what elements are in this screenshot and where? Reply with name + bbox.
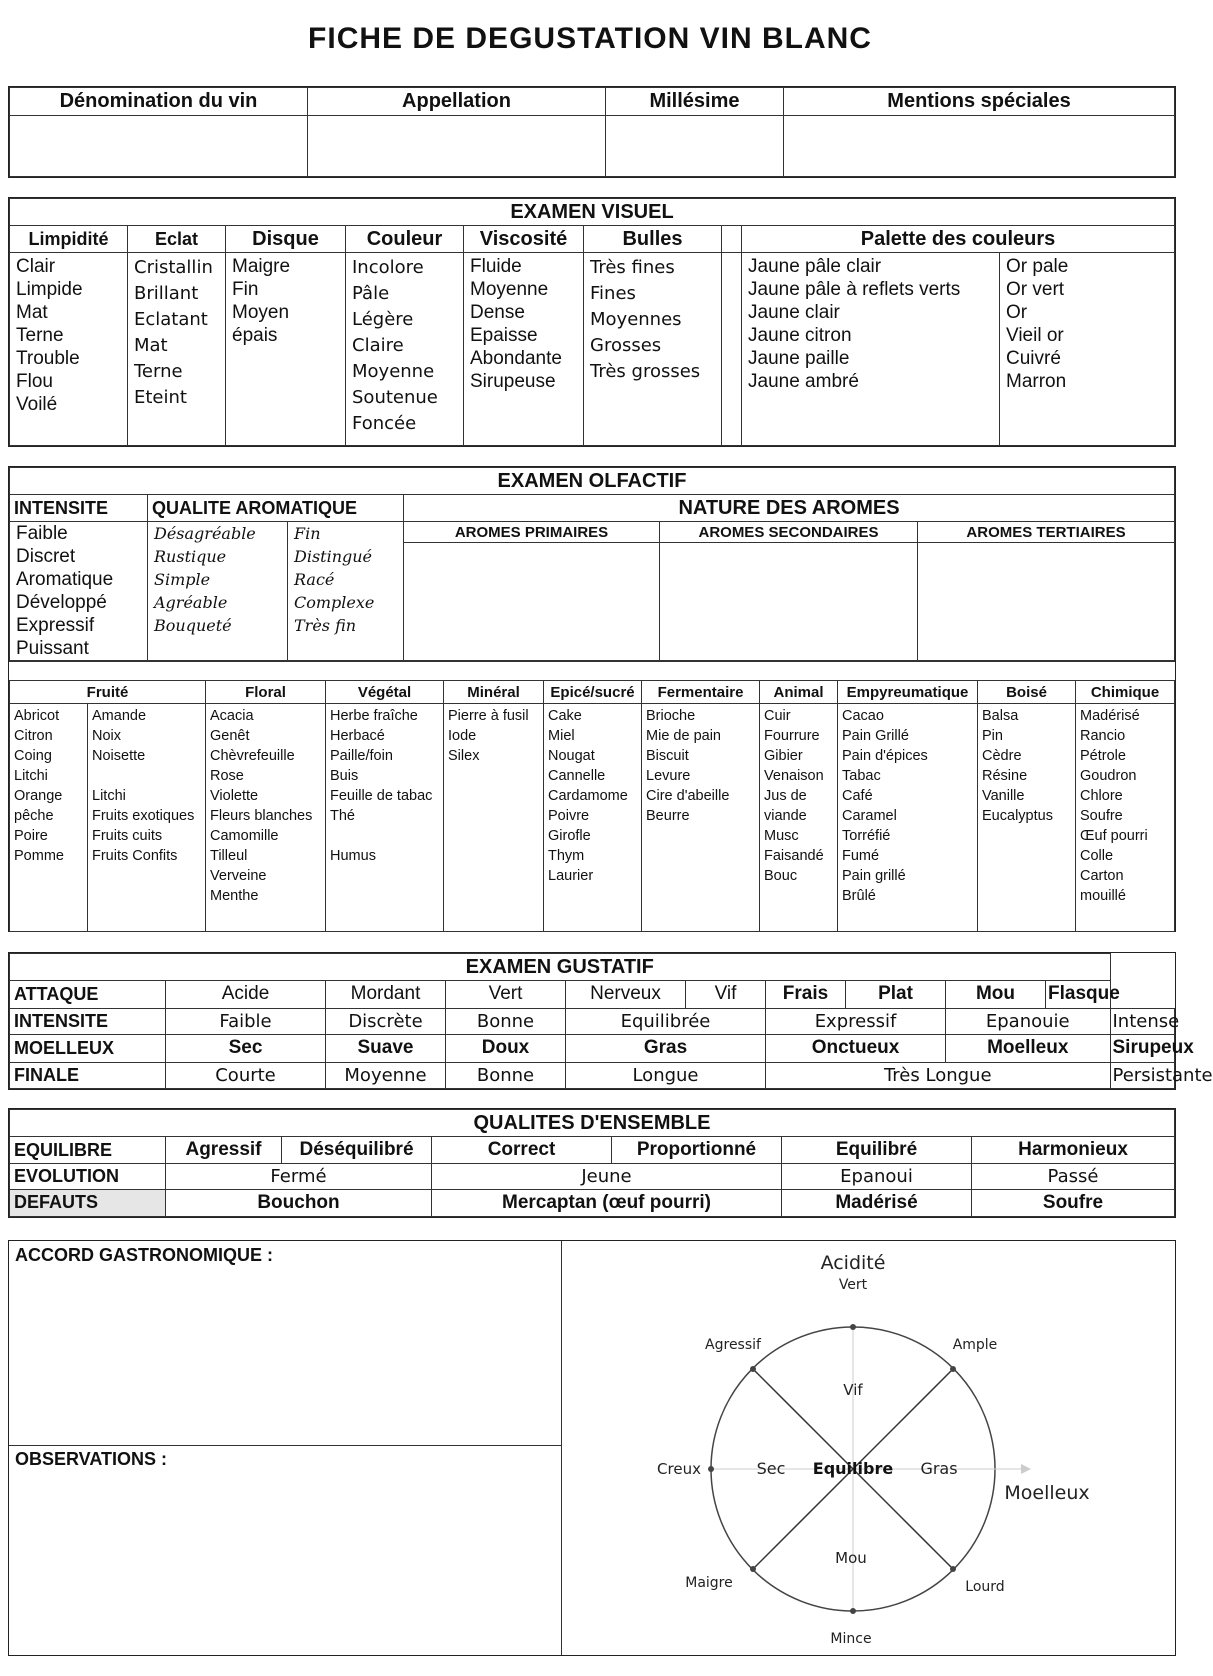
list-item[interactable]: Or <box>1006 302 1028 323</box>
list-item[interactable]: Agréable <box>154 593 228 612</box>
option-cell[interactable]: Vert <box>446 981 566 1009</box>
list-item[interactable]: Noix <box>92 728 122 744</box>
label-sec: Sec <box>756 1459 786 1478</box>
list-item[interactable]: Aromatique <box>16 569 114 590</box>
option-cell[interactable]: Proportionné <box>612 1137 782 1164</box>
label-equilibre: Equilibre <box>812 1459 894 1478</box>
list-item[interactable]: Silex <box>448 748 480 764</box>
list-item[interactable]: Faisandé <box>764 848 824 864</box>
list-item[interactable]: Terne <box>134 361 183 382</box>
list-item[interactable]: pêche <box>14 808 54 824</box>
list-item[interactable]: Puissant <box>16 638 89 659</box>
axis-acidite-label: Acidité <box>820 1252 886 1274</box>
list-item[interactable]: Tilleul <box>210 848 248 864</box>
list-item[interactable]: Soutenue <box>352 387 438 408</box>
list-item[interactable]: Fruits Confits <box>92 848 178 864</box>
qualite-list-1 <box>148 522 288 661</box>
epice-list <box>544 704 642 932</box>
visual-exam-section <box>8 197 1176 447</box>
option-cell[interactable]: Agressif <box>166 1137 282 1164</box>
bulles-header: Bulles <box>584 226 722 253</box>
palette-list-2 <box>1000 253 1175 446</box>
list-item[interactable]: Claire <box>352 335 404 356</box>
balance-wheel <box>561 1241 1173 1655</box>
accord-label: ACCORD GASTRONOMIQUE : <box>15 1245 273 1265</box>
point-tr <box>950 1366 956 1372</box>
list-item[interactable]: Brûlé <box>842 888 876 904</box>
option-cell[interactable]: Doux <box>446 1034 566 1062</box>
fruite-list-1 <box>10 704 88 932</box>
option-cell[interactable]: Mercaptan (œuf pourri) <box>432 1189 782 1216</box>
label-agressif: Agressif <box>705 1337 761 1353</box>
option-cell[interactable]: Fermé <box>166 1164 432 1190</box>
option-cell[interactable]: Faible <box>166 1008 326 1034</box>
list-item[interactable]: Sirupeuse <box>470 371 556 392</box>
list-item[interactable]: Très fines <box>590 257 675 278</box>
option-cell[interactable]: Bouchon <box>166 1189 432 1216</box>
list-item[interactable]: Litchi <box>92 788 126 804</box>
label-ample: Ample <box>952 1337 998 1353</box>
mentions-field[interactable] <box>784 116 1175 177</box>
option-cell[interactable]: Bonne <box>446 1062 566 1088</box>
list-item[interactable]: Marron <box>1006 371 1067 392</box>
list-item[interactable]: Moyennes <box>590 309 682 330</box>
list-item[interactable]: Complexe <box>294 593 375 612</box>
list-item[interactable]: Chèvrefeuille <box>210 748 295 764</box>
list-item[interactable]: Pâle <box>352 283 390 304</box>
list-item[interactable]: Eclatant <box>134 309 208 330</box>
list-item[interactable]: Cuivré <box>1006 348 1061 369</box>
viscosite-header: Viscosité <box>464 226 584 253</box>
bulles-list <box>584 253 722 446</box>
list-item[interactable]: Fin <box>294 524 321 543</box>
taste-exam-title: EXAMEN GUSTATIF <box>10 954 1111 981</box>
list-item[interactable]: Faible <box>16 523 68 544</box>
family-floral-header: Floral <box>206 681 326 704</box>
list-item[interactable]: Orange <box>14 788 63 804</box>
list-item[interactable]: Torréfié <box>842 828 891 844</box>
list-item[interactable]: Terne <box>16 325 64 346</box>
fruite-list-2 <box>88 704 206 932</box>
label-vif: Vif <box>843 1381 863 1399</box>
list-item[interactable]: Fluide <box>470 256 522 277</box>
list-item[interactable]: Pain grillé <box>842 868 906 884</box>
option-cell[interactable]: Déséquilibré <box>282 1137 432 1164</box>
option-cell[interactable]: Sec <box>166 1034 326 1062</box>
header-denomination: Dénomination du vin <box>10 88 308 116</box>
accord-field[interactable] <box>9 1241 561 1446</box>
list-item[interactable]: Miel <box>548 728 575 744</box>
finale-label: FINALE <box>10 1062 166 1088</box>
list-item[interactable]: Chlore <box>1080 788 1123 804</box>
list-item[interactable]: Pierre à fusil <box>448 708 529 724</box>
animal-list <box>760 704 838 932</box>
list-item[interactable]: Herbacé <box>330 728 385 744</box>
option-cell[interactable]: Madérisé <box>782 1189 972 1216</box>
family-empyreumatique-header: Empyreumatique <box>838 681 978 704</box>
list-item[interactable]: Cuir <box>764 708 791 724</box>
list-item[interactable]: Beurre <box>646 808 690 824</box>
option-cell[interactable]: Expressif <box>766 1008 946 1034</box>
label-gras: Gras <box>920 1459 958 1478</box>
list-item[interactable]: Moyen <box>232 302 290 323</box>
list-item[interactable]: Maigre <box>232 256 291 277</box>
list-item[interactable]: Racé <box>294 570 335 589</box>
point-tl <box>750 1366 756 1372</box>
aromes-tertiaires-header: AROMES TERTIAIRES <box>918 522 1175 543</box>
list-item[interactable]: Biscuit <box>646 748 689 764</box>
nature-header: NATURE DES AROMES <box>404 495 1175 522</box>
olfactory-exam-title: EXAMEN OLFACTIF <box>10 468 1175 495</box>
option-cell[interactable]: Moelleux <box>946 1034 1111 1062</box>
list-item[interactable]: Litchi <box>14 768 48 784</box>
option-cell[interactable]: Discrète <box>326 1008 446 1034</box>
observations-field[interactable] <box>9 1445 561 1655</box>
list-item[interactable]: Thym <box>548 848 585 864</box>
label-mince: Mince <box>830 1631 872 1647</box>
point-bottom <box>850 1608 856 1614</box>
list-item[interactable]: Cake <box>548 708 582 724</box>
moelleux-label: MOELLEUX <box>10 1034 166 1062</box>
option-cell[interactable]: Très Longue <box>766 1062 1111 1088</box>
list-item[interactable]: Madérisé <box>1080 708 1140 724</box>
list-item[interactable]: Expressif <box>16 615 95 636</box>
family-boise-header: Boisé <box>978 681 1076 704</box>
list-item[interactable]: Fleurs blanches <box>210 808 313 824</box>
list-item[interactable]: Très fin <box>294 616 357 635</box>
option-cell[interactable]: Onctueux <box>766 1034 946 1062</box>
list-item[interactable]: Gibier <box>764 748 803 764</box>
aromes-primaires-header: AROMES PRIMAIRES <box>404 522 660 543</box>
option-cell[interactable]: Mou <box>946 981 1046 1009</box>
olf-intensite-list <box>10 522 148 661</box>
list-item[interactable]: Cacao <box>842 708 884 724</box>
list-item[interactable]: Fines <box>590 283 636 304</box>
list-item[interactable]: Tabac <box>842 768 881 784</box>
header-appellation: Appellation <box>308 88 606 116</box>
taste-exam-section <box>8 952 1213 1090</box>
list-item[interactable]: Incolore <box>352 257 424 278</box>
option-cell[interactable]: Longue <box>566 1062 766 1088</box>
list-item[interactable] <box>330 826 439 846</box>
list-item[interactable]: Jus de <box>764 788 807 804</box>
label-creux: Creux <box>657 1460 701 1478</box>
list-item[interactable]: Flou <box>16 371 53 392</box>
option-cell[interactable]: Sirupeux <box>1110 1034 1175 1062</box>
list-item[interactable]: Pomme <box>14 848 64 864</box>
qualite-list-2 <box>288 522 404 661</box>
family-fruite-header: Fruité <box>10 681 206 704</box>
option-cell[interactable]: Courte <box>166 1062 326 1088</box>
notes-panel <box>9 1241 562 1655</box>
mineral-list <box>444 704 544 932</box>
list-item[interactable]: Jaune citron <box>748 325 852 346</box>
overall-quality-title: QUALITES D'ENSEMBLE <box>10 1110 1175 1137</box>
list-item[interactable]: Résine <box>982 768 1028 784</box>
list-item[interactable]: Mie de pain <box>646 728 721 744</box>
option-cell[interactable]: Vif <box>686 981 766 1009</box>
vegetal-list <box>326 704 444 932</box>
option-cell[interactable]: Gras <box>566 1034 766 1062</box>
list-item[interactable]: Moyenne <box>470 279 549 300</box>
option-cell[interactable]: Mordant <box>326 981 446 1009</box>
list-item[interactable]: Pin <box>982 728 1003 744</box>
couleur-header: Couleur <box>346 226 464 253</box>
family-mineral-header: Minéral <box>444 681 544 704</box>
family-vegetal-header: Végétal <box>326 681 444 704</box>
list-item[interactable]: Poire <box>14 828 48 844</box>
option-cell[interactable]: Bonne <box>446 1008 566 1034</box>
point-bl <box>750 1566 756 1572</box>
spacer-cell <box>722 253 742 446</box>
evolution-label: EVOLUTION <box>10 1164 166 1190</box>
list-item[interactable]: Amande <box>92 708 147 724</box>
list-item[interactable]: Genêt <box>210 728 250 744</box>
list-item[interactable]: Eteint <box>134 387 187 408</box>
list-item[interactable]: Limpide <box>16 279 83 300</box>
list-item[interactable]: Cire d'abeille <box>646 788 730 804</box>
option-cell[interactable]: Persistante <box>1110 1062 1175 1088</box>
list-item[interactable]: Or pale <box>1006 256 1069 277</box>
family-epice-header: Epicé/sucré <box>544 681 642 704</box>
list-item[interactable]: Violette <box>210 788 259 804</box>
limpidite-header: Limpidité <box>10 226 128 253</box>
defauts-label: DEFAUTS <box>10 1189 166 1216</box>
list-item[interactable]: viande <box>764 808 807 824</box>
eclat-list <box>128 253 226 446</box>
option-cell[interactable]: Equilibré <box>782 1137 972 1164</box>
list-item[interactable]: Paille/foin <box>330 748 393 764</box>
label-vert: Vert <box>838 1277 868 1293</box>
disque-list <box>226 253 346 446</box>
list-item[interactable]: Menthe <box>210 888 259 904</box>
list-item[interactable]: Voilé <box>16 394 58 415</box>
list-item[interactable]: Girofle <box>548 828 591 844</box>
list-item[interactable]: Vieil or <box>1006 325 1064 346</box>
option-cell[interactable]: Suave <box>326 1034 446 1062</box>
point-top <box>850 1324 856 1330</box>
list-item[interactable]: Or vert <box>1006 279 1065 300</box>
list-item[interactable]: Foncée <box>352 413 417 434</box>
list-item[interactable]: Désagréable <box>154 524 256 543</box>
aromes-secondaires-header: AROMES SECONDAIRES <box>660 522 918 543</box>
chimique-list <box>1076 704 1175 932</box>
list-item[interactable]: Buis <box>330 768 359 784</box>
list-item[interactable]: Soufre <box>1080 808 1123 824</box>
list-item[interactable]: Rustique <box>154 547 227 566</box>
list-item[interactable]: Musc <box>764 828 799 844</box>
list-item[interactable]: Iode <box>448 728 477 744</box>
list-item[interactable]: Balsa <box>982 708 1019 724</box>
palette-list-1 <box>742 253 1000 446</box>
couleur-list <box>346 253 464 446</box>
list-item[interactable]: Discret <box>16 546 76 567</box>
list-item[interactable]: Fruits cuits <box>92 828 163 844</box>
list-item[interactable]: Cannelle <box>548 768 606 784</box>
list-item[interactable]: Brioche <box>646 708 696 724</box>
attaque-label: ATTAQUE <box>10 981 166 1009</box>
option-cell[interactable]: Harmonieux <box>972 1137 1175 1164</box>
list-item[interactable]: Laurier <box>548 868 594 884</box>
equilibre-label: EQUILIBRE <box>10 1137 166 1164</box>
list-item[interactable]: Développé <box>16 592 107 613</box>
option-cell[interactable]: Frais <box>766 981 846 1009</box>
list-item[interactable]: Grosses <box>590 335 662 356</box>
intensite-header: INTENSITE <box>10 495 148 522</box>
spacer-cell <box>722 226 742 253</box>
option-cell[interactable]: Plat <box>846 981 946 1009</box>
family-animal-header: Animal <box>760 681 838 704</box>
option-cell[interactable]: Flasque <box>1046 981 1111 1009</box>
list-item[interactable]: Jaune pâle à reflets verts <box>748 279 961 300</box>
list-item[interactable]: Simple <box>154 570 211 589</box>
intensite-label: INTENSITE <box>10 1008 166 1034</box>
list-item[interactable]: Mat <box>134 335 168 356</box>
qualite-header: QUALITE AROMATIQUE <box>148 495 404 522</box>
list-item[interactable]: Œuf pourri <box>1080 828 1148 844</box>
list-item[interactable]: Distingué <box>294 547 373 566</box>
list-item[interactable]: Acacia <box>210 708 254 724</box>
list-item[interactable]: épais <box>232 325 278 346</box>
list-item[interactable]: Fumé <box>842 848 880 864</box>
list-item[interactable]: Camomille <box>210 828 279 844</box>
option-cell[interactable]: Passé <box>972 1164 1175 1190</box>
list-item[interactable]: Clair <box>16 256 56 277</box>
separator <box>9 661 1175 680</box>
list-item[interactable]: Goudron <box>1080 768 1137 784</box>
list-item[interactable]: Jaune pâle clair <box>748 256 882 277</box>
list-item[interactable]: Dense <box>470 302 525 323</box>
list-item[interactable]: Coing <box>14 748 52 764</box>
list-item[interactable]: Moyenne <box>352 361 435 382</box>
label-lourd: Lourd <box>965 1579 1005 1595</box>
millesime-field[interactable] <box>606 116 784 177</box>
aromes-secondaires-field[interactable] <box>660 543 918 661</box>
list-item[interactable]: Mat <box>16 302 48 323</box>
family-chimique-header: Chimique <box>1076 681 1175 704</box>
list-item[interactable]: Bouc <box>764 868 798 884</box>
list-item[interactable]: Pain d'épices <box>842 748 928 764</box>
option-cell[interactable]: Moyenne <box>326 1062 446 1088</box>
label-mou: Mou <box>835 1549 867 1567</box>
option-cell[interactable]: Soufre <box>972 1189 1175 1216</box>
overall-quality-section <box>8 1108 1176 1218</box>
list-item[interactable]: Humus <box>330 848 376 864</box>
list-item[interactable]: Abricot <box>14 708 60 724</box>
olfactory-exam-section <box>8 466 1176 932</box>
list-item[interactable]: Brillant <box>134 283 199 304</box>
list-item[interactable]: Pain Grillé <box>842 728 909 744</box>
family-fermentaire-header: Fermentaire <box>642 681 760 704</box>
list-item[interactable]: Très grosses <box>590 361 701 382</box>
list-item[interactable]: Verveine <box>210 868 267 884</box>
arrow-right <box>1021 1464 1031 1474</box>
list-item[interactable]: Fruits exotiques <box>92 808 195 824</box>
eclat-header: Eclat <box>128 226 226 253</box>
wine-identity-table <box>8 86 1176 178</box>
option-cell[interactable]: Equilibrée <box>566 1008 766 1034</box>
observations-label: OBSERVATIONS : <box>15 1449 168 1469</box>
list-item[interactable]: Cardamome <box>548 788 628 804</box>
denomination-field[interactable] <box>10 116 308 177</box>
option-cell[interactable]: Acide <box>166 981 326 1009</box>
option-cell[interactable]: Intense <box>1110 1008 1175 1034</box>
label-maigre: Maigre <box>685 1575 733 1591</box>
header-mentions: Mentions spéciales <box>784 88 1175 116</box>
aromes-primaires-field[interactable] <box>404 543 660 661</box>
list-item[interactable]: Eucalyptus <box>982 808 1053 824</box>
list-item[interactable]: Jaune paille <box>748 348 850 369</box>
list-item[interactable]: Herbe fraîche <box>330 708 418 724</box>
bottom-section <box>8 1240 1176 1656</box>
list-item[interactable]: Nougat <box>548 748 595 764</box>
list-item[interactable]: Citron <box>14 728 53 744</box>
list-item[interactable]: Vanille <box>982 788 1025 804</box>
list-item[interactable]: Bouqueté <box>154 616 232 635</box>
appellation-field[interactable] <box>308 116 606 177</box>
list-item[interactable]: Légère <box>352 309 414 330</box>
list-item[interactable]: Jaune ambré <box>748 371 859 392</box>
page-title: FICHE DE DEGUSTATION VIN BLANC <box>308 22 872 55</box>
list-item[interactable]: Cristallin <box>134 257 213 278</box>
list-item[interactable]: Jaune clair <box>748 302 840 323</box>
list-item[interactable]: Poivre <box>548 808 590 824</box>
visual-exam-title: EXAMEN VISUEL <box>10 199 1175 226</box>
boise-list <box>978 704 1076 932</box>
header-millesime: Millésime <box>606 88 784 116</box>
list-item[interactable]: Carton <box>1080 868 1124 884</box>
option-cell[interactable]: Jeune <box>432 1164 782 1190</box>
list-item[interactable]: Cèdre <box>982 748 1022 764</box>
point-left <box>708 1466 714 1472</box>
list-item[interactable]: Caramel <box>842 808 897 824</box>
list-item[interactable]: Feuille de tabac <box>330 788 433 804</box>
list-item[interactable]: Epaisse <box>470 325 538 346</box>
list-item[interactable]: Fourrure <box>764 728 820 744</box>
empyreumatique-list <box>838 704 978 932</box>
list-item[interactable]: Pétrole <box>1080 748 1126 764</box>
list-item[interactable] <box>92 766 201 786</box>
list-item[interactable]: Abondante <box>470 348 562 369</box>
list-item[interactable]: Levure <box>646 768 691 784</box>
disque-header: Disque <box>226 226 346 253</box>
aromes-tertiaires-field[interactable] <box>918 543 1175 661</box>
fermentaire-list <box>642 704 760 932</box>
list-item[interactable]: Venaison <box>764 768 824 784</box>
axis-moelleux-label: Moelleux <box>1004 1482 1090 1504</box>
list-item[interactable]: Colle <box>1080 848 1114 864</box>
option-cell[interactable]: Nerveux <box>566 981 686 1009</box>
point-br <box>950 1566 956 1572</box>
list-item[interactable]: Trouble <box>16 348 80 369</box>
list-item[interactable]: Thé <box>330 808 356 824</box>
floral-list <box>206 704 326 932</box>
list-item[interactable]: Rose <box>210 768 244 784</box>
option-cell[interactable]: Epanoui <box>782 1164 972 1190</box>
list-item[interactable]: Noisette <box>92 748 146 764</box>
list-item[interactable]: Rancio <box>1080 728 1126 744</box>
list-item[interactable]: Café <box>842 788 873 804</box>
limpidite-list <box>10 253 128 446</box>
list-item[interactable]: mouillé <box>1080 888 1126 904</box>
option-cell[interactable]: Correct <box>432 1137 612 1164</box>
option-cell[interactable]: Epanouie <box>946 1008 1111 1034</box>
viscosite-list <box>464 253 584 446</box>
palette-header: Palette des couleurs <box>742 226 1175 253</box>
list-item[interactable]: Fin <box>232 279 259 300</box>
